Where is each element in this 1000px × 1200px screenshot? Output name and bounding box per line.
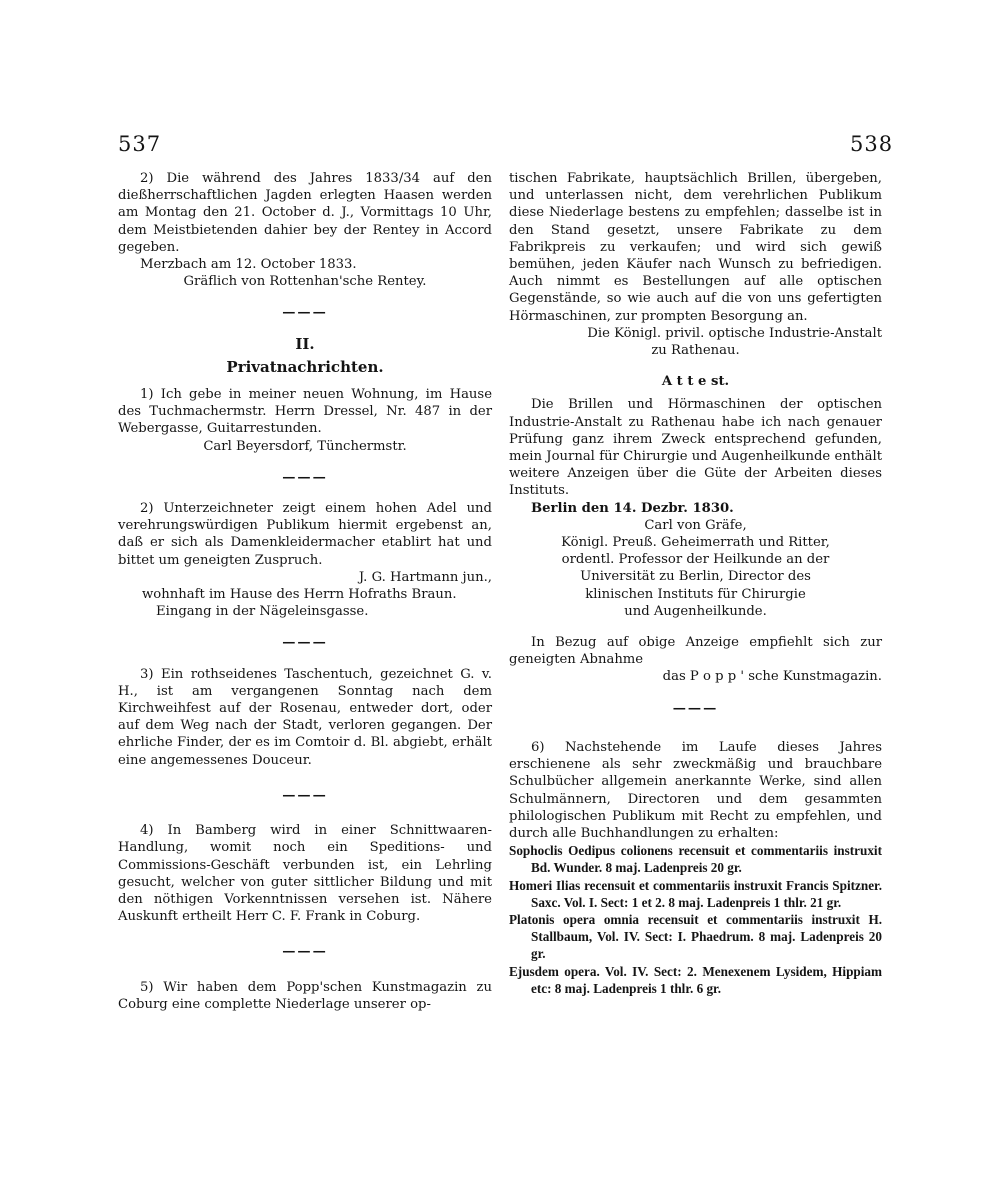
ad-optics-signature-place: zu Rathenau.: [651, 343, 740, 359]
separator-dash: ———: [282, 944, 328, 960]
book-entry: Ejusdem opera. Vol. IV. Sect: 2. Menexenem Lysidem, Hippiam etc: 8 maj. Ladenpreis 1 thlr. 6 gr.: [509, 963, 882, 996]
attest-signature-title-5: und Augenheilkunde.: [624, 603, 767, 619]
page-number-right: 538: [850, 132, 894, 156]
book-entry: Sophoclis Oedipus colionens recensuit et commentariis instruxit Bd. Wunder. 8 maj. Ladenpreis 20 gr.: [509, 843, 882, 876]
ad-guitar-signature: Carl Beyersdorf, Tünchermstr.: [203, 438, 407, 454]
notice-hunting-signature: Gräflich von Rottenhan'sche Rentey.: [183, 274, 427, 290]
left-column: [118, 170, 492, 1013]
ad-optics-signature: Die Königl. privil. optische Industrie-Anstalt: [587, 325, 882, 341]
book-entry: Homeri Ilias recensuit et commentariis instruxit Francis Spitzner. Saxc. Vol. I. Sect: 1 et 2. 8 maj. Ladenpreis 1 thlr. 21 gr.: [509, 877, 882, 910]
right-column: [509, 170, 882, 997]
ad-lost-handkerchief-text: 3) Ein rothseidenes Taschentuch, gezeichnet G. v. H., ist am vergangenen Sonntag nach dem Kirchweihfest auf der Rosenau, entweder dort, oder auf dem Weg nach der Stadt, verloren gegangen. Der ehrliche Finder, der es im Comtoir d. Bl. abgiebt, erhält eine angemessenes Douceur.: [118, 666, 492, 768]
separator-dash: ———: [282, 305, 328, 321]
section-title: Privatnachrichten.: [226, 357, 384, 376]
ad-optics-text-continued: tischen Fabrikate, hauptsächlich Brillen, übergeben, und unterlassen nicht, dem verehrlichen Publikum diese Niederlage bestens zu empfehlen; dasselbe ist in den Stand gesetzt, unsere Fabrikate zu dem Fabrikpreis zu verkaufen; und wird sich gewiß bemühen, jeden Käufer nach Wunsch zu befriedigen. Auch nimmt es Bestellungen auf alle optischen Gegenstände, so wie auch auf die von uns gefertigten Hörmaschinen, zur prompten Besorgung an.: [509, 171, 882, 324]
attest-text: Die Brillen und Hörmaschinen der optischen Industrie-Anstalt zu Rathenau habe ich nach genauer Prüfung ganz ihrem Zweck entsprechend gefunden, mein Journal für Chirurgie und Augenheilkunde enthält weitere Anzeigen über die Güte der Arbeiten dieses Instituts.: [509, 397, 882, 499]
separator-dash: ———: [672, 700, 719, 716]
section-number: II.: [295, 334, 315, 353]
recommendation-text: In Bezug auf obige Anzeige empfiehlt sich zur geneigten Abnahme: [509, 635, 882, 668]
ad-tailor-signature-entrance: Eingang in der Nägeleinsgasse.: [156, 604, 369, 620]
attest-signature-title-3: Universität zu Berlin, Director des: [580, 569, 811, 585]
attest-signature-name: Carl von Gräfe,: [644, 517, 747, 533]
ad-apprentice-text: 4) In Bamberg wird in einer Schnittwaaren-Handlung, womit noch ein Speditions- und Commissions-Geschäft verbunden ist, ein Lehrling gesucht, welcher von guter sittlicher Bildung und mit den nöthigen Vorkenntnissen versehen ist. Nähere Auskunft ertheilt Herr C. F. Frank in Coburg.: [118, 823, 492, 925]
ad-optics-text-start: 5) Wir haben dem Popp'schen Kunstmagazin zu Coburg eine complette Niederlage unserer op-: [118, 979, 492, 1012]
attest-title: A t t e st.: [661, 374, 730, 390]
separator-dash: ———: [282, 635, 328, 651]
ad-guitar-text: 1) Ich gebe in meiner neuen Wohnung, im Hause des Tuchmachermstr. Herrn Dressel, Nr. 487 in der Webergasse, Guitarrestunden.: [118, 387, 492, 437]
page-number-left: 537: [118, 132, 162, 156]
attest-signature-title-1: Königl. Preuß. Geheimerrath und Ritter,: [561, 535, 830, 551]
separator-dash: ———: [282, 787, 328, 803]
book-entry: Platonis opera omnia recensuit et commentariis instruxit H. Stallbaum, Vol. IV. Sect: I. Phaedrum. 8 maj. Ladenpreis 20 gr.: [509, 911, 882, 962]
attest-date: Berlin den 14. Dezbr. 1830.: [531, 500, 734, 516]
separator-dash: ———: [282, 469, 328, 485]
attest-signature-title-2: ordentl. Professor der Heilkunde an der: [561, 552, 830, 568]
attest-signature-title-4: klinischen Instituts für Chirurgie: [585, 586, 806, 602]
ad-schoolbooks-text: 6) Nachstehende im Laufe dieses Jahres erschienene als sehr zweckmäßig und brauchbare Schulbücher allgemein anerkannte Werke, sind allen Schulmännern, Directoren und dem gesammten philologischen Publikum mit Recht zu empfehlen, und durch alle Buchhandlungen zu erhalten:: [509, 739, 882, 841]
notice-hunting-date: Merzbach am 12. October 1833.: [140, 257, 357, 273]
ad-tailor-text: 2) Unterzeichneter zeigt einem hohen Adel und verehrungswürdigen Publikum hiermit ergebenst an, daß er sich als Damenkleidermacher etablirt hat und bittet um geneigten Zuspruch.: [118, 501, 492, 568]
recommendation-signature: das P o p p ' sche Kunstmagazin.: [662, 669, 882, 685]
ad-tailor-signature-name: J. G. Hartmann jun.,: [358, 569, 492, 585]
ad-tailor-signature-address: wohnhaft im Hause des Herrn Hofraths Braun.: [142, 587, 457, 603]
notice-hunting-text: 2) Die während des Jahres 1833/34 auf den dießherrschaftlichen Jagden erlegten Haasen werden am Montag den 21. October d. J., Vormittags 10 Uhr, dem Meistbietenden dahier bey der Rentey in Accord gegeben.: [118, 171, 492, 255]
